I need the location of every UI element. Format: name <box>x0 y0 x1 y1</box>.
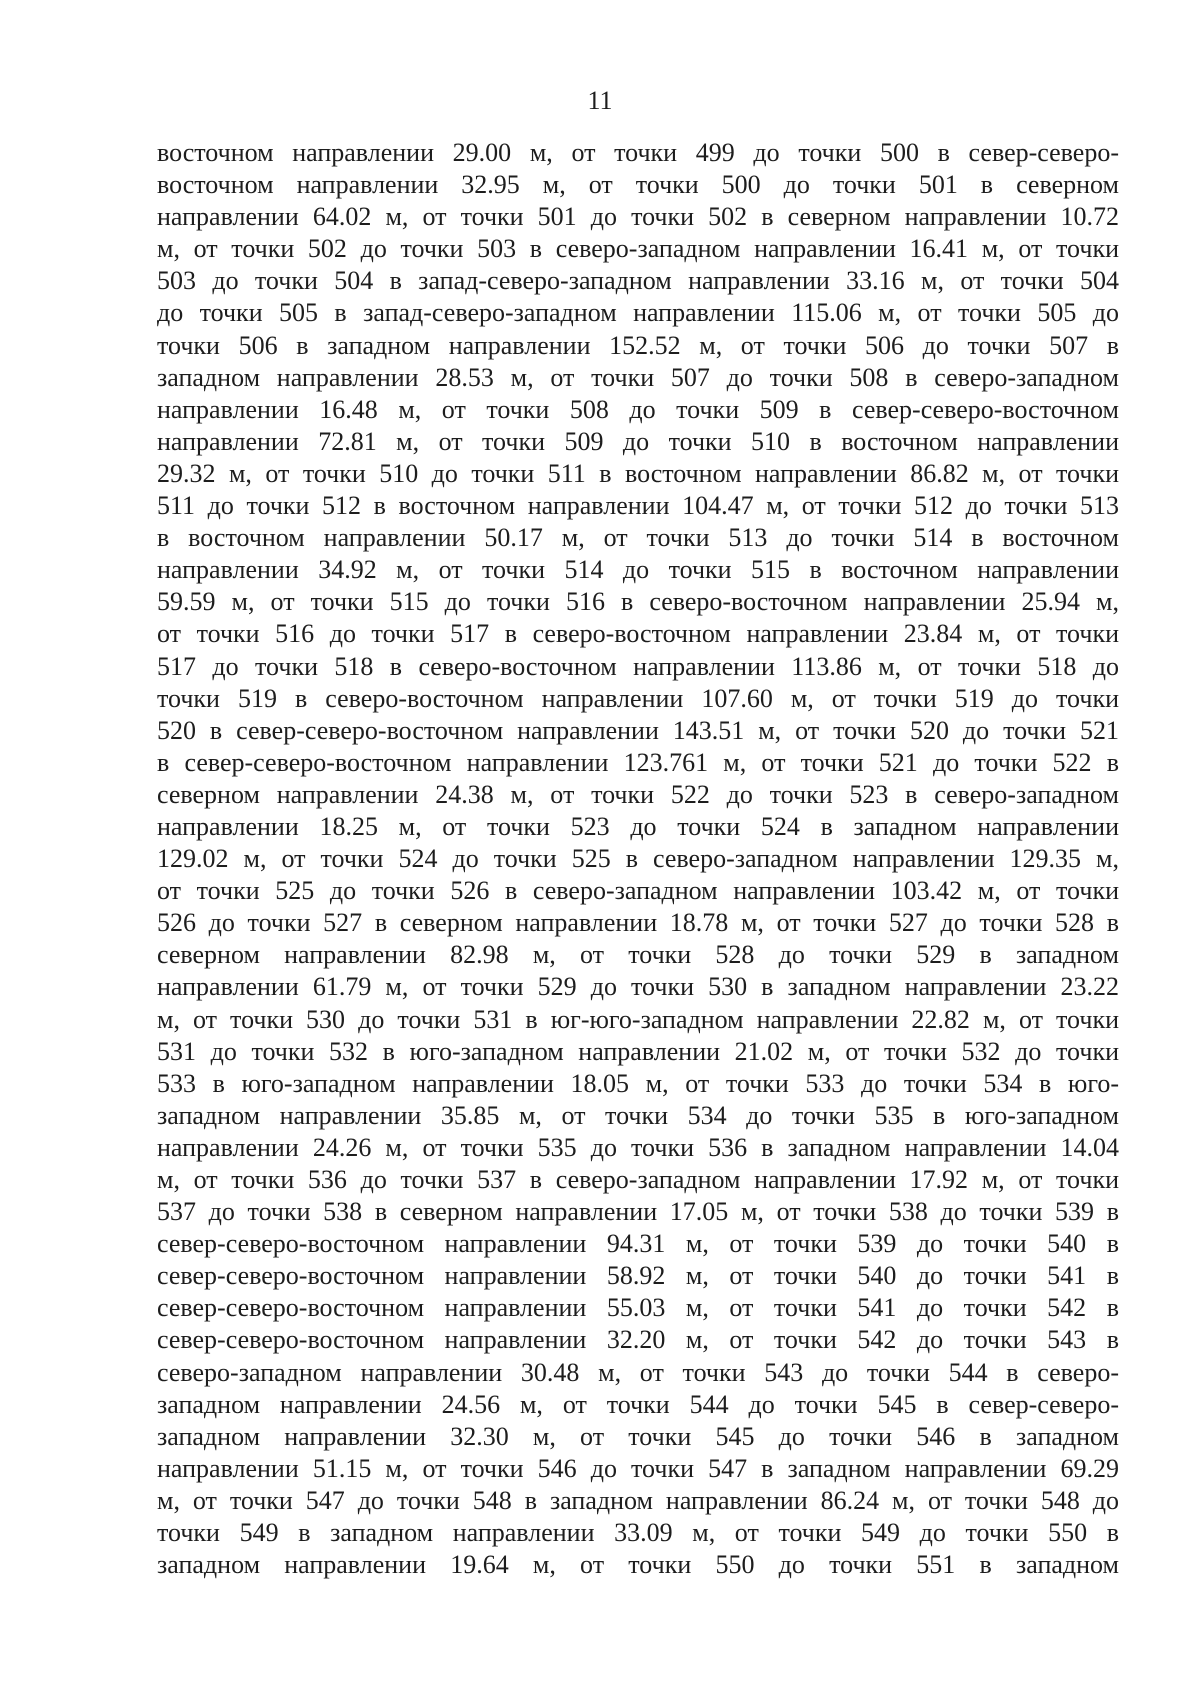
text-line: восточном направлении 29.00 м, от точки 499 до точки 500 в север-северо- <box>157 138 1119 167</box>
text-line: север-северо-восточном направлении 32.20 м, от точки 542 до точки 543 в <box>157 1325 1119 1355</box>
text-line: восточном направлении 32.95 м, от точки 500 до точки 501 в северном <box>157 170 1119 200</box>
text-line: 503 до точки 504 в запад-северо-западном направлении 33.16 м, от точки 504 <box>157 266 1119 296</box>
text-line: направлении 34.92 м, от точки 514 до точки 515 в восточном направлении <box>157 555 1119 585</box>
text-line: север-северо-восточном направлении 55.03 м, от точки 541 до точки 542 в <box>157 1293 1119 1323</box>
text-line: от точки 525 до точки 526 в северо-западном направлении 103.42 м, от точки <box>157 876 1119 906</box>
text-line: западном направлении 35.85 м, от точки 534 до точки 535 в юго-западном <box>157 1100 1119 1130</box>
text-line: м, от точки 502 до точки 503 в северо-западном направлении 16.41 м, от точки <box>157 234 1119 264</box>
body-paragraph <box>157 137 1119 1581</box>
text-line: западном направлении 24.56 м, от точки 544 до точки 545 в север-северо- <box>157 1389 1119 1419</box>
text-line: северном направлении 24.38 м, от точки 522 до точки 523 в северо-западном <box>157 779 1119 809</box>
text-line: от точки 516 до точки 517 в северо-восточном направлении 23.84 м, от точки <box>157 619 1119 649</box>
text-line: 526 до точки 527 в северном направлении 18.78 м, от точки 527 до точки 528 в <box>157 908 1119 938</box>
text-line: в север-северо-восточном направлении 123.761 м, от точки 521 до точки 522 в <box>157 747 1119 777</box>
text-line: западном направлении 19.64 м, от точки 550 до точки 551 в западном <box>157 1550 1119 1580</box>
text-line: направлении 64.02 м, от точки 501 до точки 502 в северном направлении 10.72 <box>157 202 1119 232</box>
text-line: направлении 72.81 м, от точки 509 до точки 510 в восточном направлении <box>157 426 1119 456</box>
text-line: 531 до точки 532 в юго-западном направлении 21.02 м, от точки 532 до точки <box>157 1036 1119 1066</box>
text-line: в восточном направлении 50.17 м, от точки 513 до точки 514 в восточном <box>157 523 1119 553</box>
text-line: западном направлении 32.30 м, от точки 545 до точки 546 в западном <box>157 1421 1119 1451</box>
text-line: м, от точки 547 до точки 548 в западном направлении 86.24 м, от точки 548 до <box>157 1485 1119 1515</box>
text-line: 29.32 м, от точки 510 до точки 511 в восточном направлении 86.82 м, от точки <box>157 458 1119 488</box>
text-line: 517 до точки 518 в северо-восточном направлении 113.86 м, от точки 518 до <box>157 651 1119 681</box>
text-line: 511 до точки 512 в восточном направлении 104.47 м, от точки 512 до точки 513 <box>157 491 1119 521</box>
text-line: м, от точки 536 до точки 537 в северо-западном направлении 17.92 м, от точки <box>157 1165 1119 1194</box>
text-line: направлении 51.15 м, от точки 546 до точки 547 в западном направлении 69.29 <box>157 1453 1119 1483</box>
text-line: 520 в север-северо-восточном направлении 143.51 м, от точки 520 до точки 521 <box>157 715 1119 745</box>
text-line: 533 в юго-западном направлении 18.05 м, от точки 533 до точки 534 в юго- <box>157 1068 1119 1098</box>
text-line: направлении 61.79 м, от точки 529 до точки 530 в западном направлении 23.22 <box>157 972 1119 1002</box>
text-line: 59.59 м, от точки 515 до точки 516 в северо-восточном направлении 25.94 м, <box>157 587 1119 617</box>
text-line: м, от точки 530 до точки 531 в юг-юго-западном направлении 22.82 м, от точки <box>157 1004 1119 1034</box>
text-line: 537 до точки 538 в северном направлении 17.05 м, от точки 538 до точки 539 в <box>157 1197 1119 1227</box>
page-number: 11 <box>587 86 613 115</box>
text-line: точки 506 в западном направлении 152.52 м, от точки 506 до точки 507 в <box>157 330 1119 360</box>
text-line: северном направлении 82.98 м, от точки 528 до точки 529 в западном <box>157 940 1119 970</box>
text-line: север-северо-восточном направлении 94.31 м, от точки 539 до точки 540 в <box>157 1229 1119 1259</box>
text-line: западном направлении 28.53 м, от точки 507 до точки 508 в северо-западном <box>157 362 1119 392</box>
text-line: точки 519 в северо-восточном направлении 107.60 м, от точки 519 до точки <box>157 683 1119 713</box>
text-line: до точки 505 в запад-северо-западном направлении 115.06 м, от точки 505 до <box>157 298 1119 328</box>
text-line: 129.02 м, от точки 524 до точки 525 в северо-западном направлении 129.35 м, <box>157 844 1119 874</box>
text-line: направлении 24.26 м, от точки 535 до точки 536 в западном направлении 14.04 <box>157 1132 1119 1162</box>
text-line: север-северо-восточном направлении 58.92 м, от точки 540 до точки 541 в <box>157 1261 1119 1291</box>
text-line: направлении 16.48 м, от точки 508 до точки 509 в север-северо-восточном <box>157 394 1119 424</box>
text-line: направлении 18.25 м, от точки 523 до точки 524 в западном направлении <box>157 811 1119 841</box>
text-line: северо-западном направлении 30.48 м, от точки 543 до точки 544 в северо- <box>157 1357 1119 1387</box>
text-line: точки 549 в западном направлении 33.09 м, от точки 549 до точки 550 в <box>157 1518 1119 1548</box>
